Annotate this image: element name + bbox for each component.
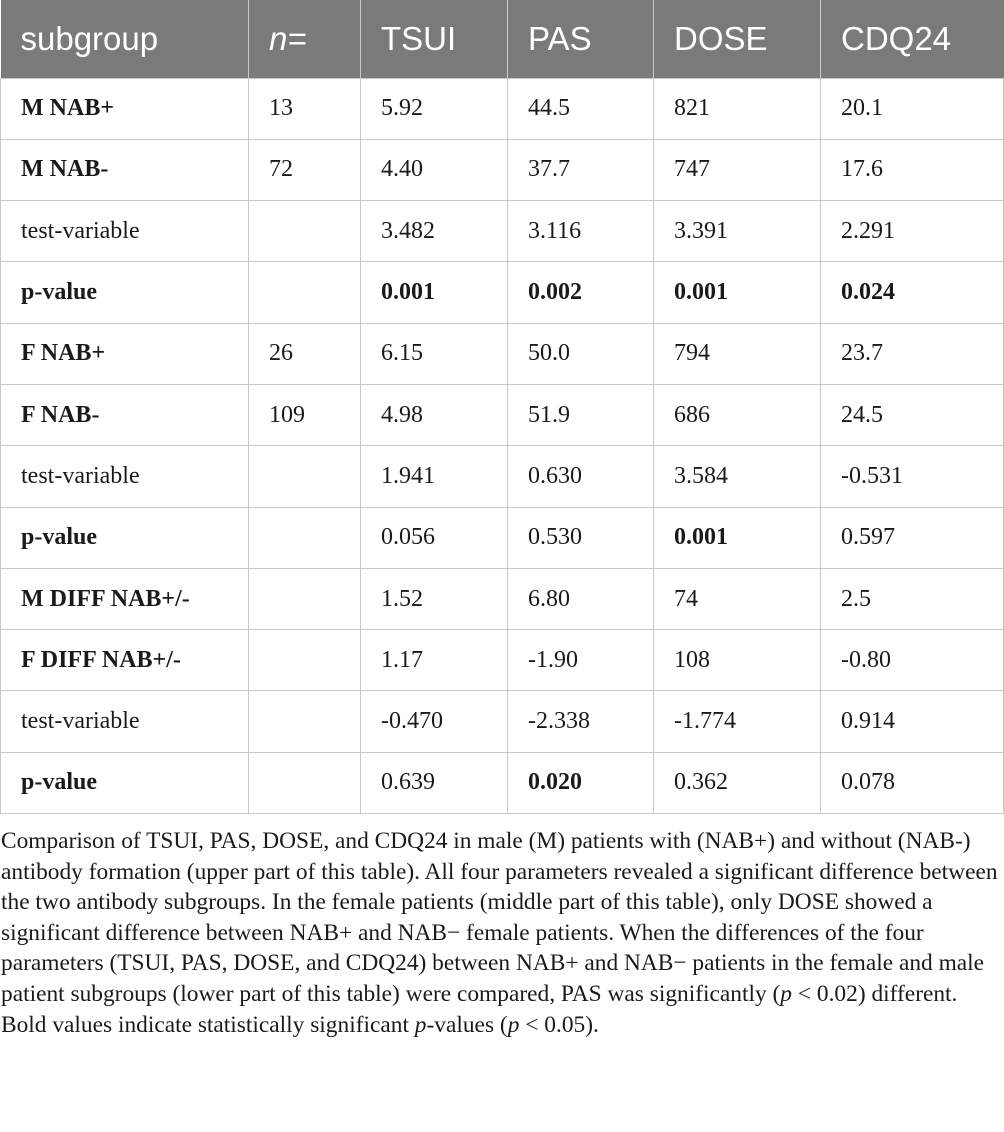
- table-cell: 17.6: [821, 139, 1004, 200]
- caption-text-1: Comparison of TSUI, PAS, DOSE, and CDQ24 in male (M) patients with (NAB+) and without (NAB-) antibody formation (upper part of this table). All four parameters revealed a significant difference between the two antibody subgroups. In the female patients (middle part of this table), only DOSE showed a significant difference between NAB+ and NAB− female patients. When the differences of the four parameters (TSUI, PAS, DOSE, and CDQ24) between NAB+ and NAB− patients in the female and male patient subgroups (lower part of this table) were compared, PAS was significantly (: [1, 828, 998, 1007]
- table-row: [1, 752, 1004, 813]
- table-cell: 6.15: [361, 323, 508, 384]
- table-cell: 3.482: [361, 201, 508, 262]
- table-row: [1, 507, 1004, 568]
- table-cell: 1.17: [361, 630, 508, 691]
- column-header: DOSE: [654, 0, 821, 78]
- table-cell: 109: [249, 384, 361, 445]
- row-label: test-variable: [1, 446, 249, 507]
- table-cell: 0.078: [821, 752, 1004, 813]
- table-cell: -2.338: [508, 691, 654, 752]
- table-row: [1, 139, 1004, 200]
- column-header: n=: [249, 0, 361, 78]
- table-cell: 23.7: [821, 323, 1004, 384]
- table-cell: 4.40: [361, 139, 508, 200]
- column-header: PAS: [508, 0, 654, 78]
- table-cell: 2.5: [821, 568, 1004, 629]
- table-header-row: [1, 0, 1004, 78]
- table-row: [1, 384, 1004, 445]
- table-row: [1, 323, 1004, 384]
- table-cell: 24.5: [821, 384, 1004, 445]
- table-row: [1, 446, 1004, 507]
- row-label: p-value: [1, 752, 249, 813]
- column-header: TSUI: [361, 0, 508, 78]
- table-cell: 74: [654, 568, 821, 629]
- caption-p-italic-1: p: [780, 980, 792, 1007]
- table-cell: 20.1: [821, 78, 1004, 139]
- table-cell: 108: [654, 630, 821, 691]
- table-cell: -0.470: [361, 691, 508, 752]
- table-cell: 3.391: [654, 201, 821, 262]
- table-cell: 0.362: [654, 752, 821, 813]
- table-cell: 686: [654, 384, 821, 445]
- table-row: [1, 78, 1004, 139]
- row-label: test-variable: [1, 691, 249, 752]
- table-cell: 0.001: [654, 507, 821, 568]
- table-cell: 51.9: [508, 384, 654, 445]
- row-label: p-value: [1, 262, 249, 323]
- row-label: p-value: [1, 507, 249, 568]
- table-row: [1, 201, 1004, 262]
- table-cell: [249, 507, 361, 568]
- table-cell: 44.5: [508, 78, 654, 139]
- table-cell: 0.020: [508, 752, 654, 813]
- table-cell: 3.116: [508, 201, 654, 262]
- table-cell: 0.914: [821, 691, 1004, 752]
- table-body: [1, 78, 1004, 814]
- caption-p-italic-2: p: [414, 1011, 427, 1038]
- table-row: [1, 262, 1004, 323]
- row-label: F NAB-: [1, 384, 249, 445]
- row-label: M NAB-: [1, 139, 249, 200]
- caption-text-2: < 0.02) different. Bold values indicate statistically significant: [1, 980, 958, 1038]
- table-cell: 747: [654, 139, 821, 200]
- table-cell: 13: [249, 78, 361, 139]
- row-label: M DIFF NAB+/-: [1, 568, 249, 629]
- table-cell: [249, 446, 361, 507]
- table-cell: [249, 691, 361, 752]
- row-label: F DIFF NAB+/-: [1, 630, 249, 691]
- caption-text-4: < 0.05).: [519, 1011, 599, 1038]
- table-cell: 3.584: [654, 446, 821, 507]
- row-label: test-variable: [1, 201, 249, 262]
- table-row: [1, 691, 1004, 752]
- row-label: M NAB+: [1, 78, 249, 139]
- table-cell: [249, 630, 361, 691]
- table-cell: 2.291: [821, 201, 1004, 262]
- table-cell: 821: [654, 78, 821, 139]
- table-cell: 37.7: [508, 139, 654, 200]
- table-cell: -1.90: [508, 630, 654, 691]
- table-cell: 50.0: [508, 323, 654, 384]
- table-cell: 794: [654, 323, 821, 384]
- table-cell: 0.597: [821, 507, 1004, 568]
- table-row: [1, 568, 1004, 629]
- table-cell: 0.630: [508, 446, 654, 507]
- table-cell: 72: [249, 139, 361, 200]
- table-cell: -0.80: [821, 630, 1004, 691]
- table-cell: -0.531: [821, 446, 1004, 507]
- row-label: F NAB+: [1, 323, 249, 384]
- caption-text-3: -values (: [426, 1011, 508, 1038]
- column-header: CDQ24: [821, 0, 1004, 78]
- table-row: [1, 630, 1004, 691]
- table-cell: 0.001: [361, 262, 508, 323]
- table-cell: 26: [249, 323, 361, 384]
- table-cell: 0.001: [654, 262, 821, 323]
- table-cell: [249, 262, 361, 323]
- table-cell: [249, 201, 361, 262]
- table-cell: [249, 752, 361, 813]
- table-caption: [0, 826, 1001, 1040]
- table-cell: 5.92: [361, 78, 508, 139]
- table-cell: 1.52: [361, 568, 508, 629]
- caption-p-italic-3: p: [507, 1011, 520, 1038]
- table-cell: 0.530: [508, 507, 654, 568]
- table-cell: -1.774: [654, 691, 821, 752]
- table-cell: 1.941: [361, 446, 508, 507]
- table-cell: 6.80: [508, 568, 654, 629]
- column-header: subgroup: [1, 0, 249, 78]
- table-cell: 0.002: [508, 262, 654, 323]
- table-cell: 0.056: [361, 507, 508, 568]
- table-cell: 0.639: [361, 752, 508, 813]
- table-cell: 0.024: [821, 262, 1004, 323]
- table-cell: 4.98: [361, 384, 508, 445]
- table-cell: [249, 568, 361, 629]
